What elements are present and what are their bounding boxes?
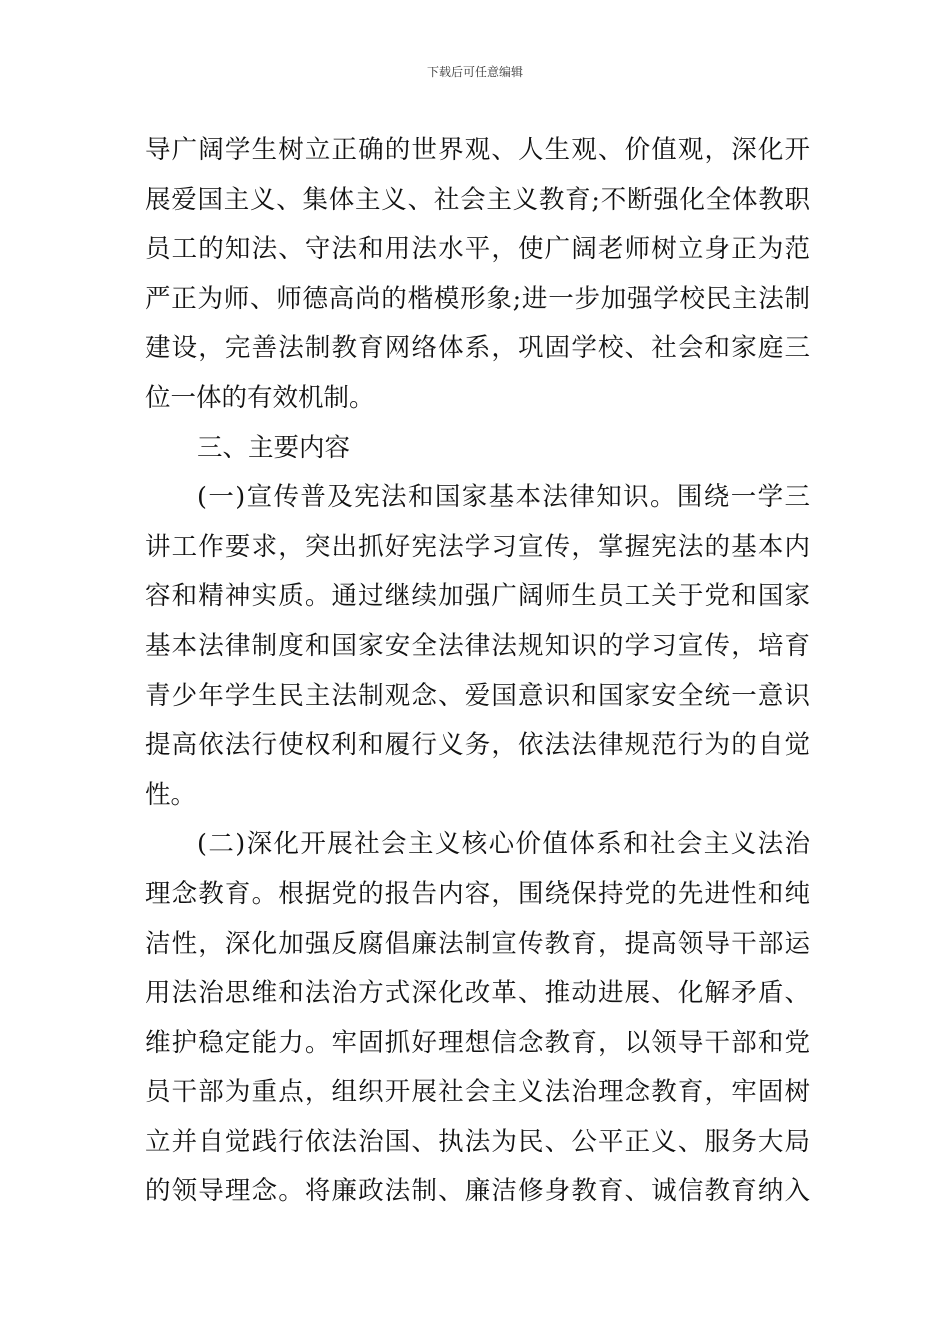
text-line: 位一体的有效机制。 (145, 382, 375, 413)
section-heading: 三、主要内容 (197, 432, 351, 463)
text-line: 容和精神实质。通过继续加强广阔师生员工关于党和国家 (145, 581, 810, 612)
page-header: 下载后可任意编辑 (426, 65, 523, 79)
text-line: 的领导理念。将廉政法制、廉洁修身教育、诚信教育纳入 (145, 1176, 810, 1207)
text-line: 性。 (145, 779, 197, 810)
text-line: 基本法律制度和国家安全法律法规知识的学习宣传，培育 (145, 630, 810, 661)
text-line: (一)宣传普及宪法和国家基本法律知识。围绕一学三 (197, 482, 810, 513)
text-line: 严正为师、师德高尚的楷模形象;进一步加强学校民主法制 (145, 283, 810, 314)
text-line: 讲工作要求，突出抓好宪法学习宣传，掌握宪法的基本内 (145, 531, 810, 562)
text-line: 员工的知法、守法和用法水平，使广阔老师树立身正为范 (145, 234, 810, 265)
document-body (145, 126, 810, 1217)
text-line: 员干部为重点，组织开展社会主义法治理念教育，牢固树 (145, 1077, 810, 1108)
text-line: 青少年学生民主法制观念、爱国意识和国家安全统一意识 (145, 680, 810, 711)
text-line: 建设，完善法制教育网络体系，巩固学校、社会和家庭三 (145, 333, 810, 364)
text-line: 立并自觉践行依法治国、执法为民、公平正义、服务大局 (145, 1126, 810, 1157)
text-line: 理念教育。根据党的报告内容，围绕保持党的先进性和纯 (145, 878, 810, 909)
text-line: 展爱国主义、集体主义、社会主义教育;不断强化全体教职 (145, 184, 810, 215)
text-line: 维护稳定能力。牢固抓好理想信念教育，以领导干部和党 (145, 1027, 810, 1058)
text-line: 洁性，深化加强反腐倡廉法制宣传教育，提高领导干部运 (145, 928, 810, 959)
text-line: (二)深化开展社会主义核心价值体系和社会主义法治 (197, 829, 810, 860)
text-line: 导广阔学生树立正确的世界观、人生观、价值观，深化开 (145, 135, 810, 165)
text-line: 提高依法行使权利和履行义务，依法法律规范行为的自觉 (145, 730, 810, 761)
text-line: 用法治思维和法治方式深化改革、推动进展、化解矛盾、 (145, 978, 810, 1009)
